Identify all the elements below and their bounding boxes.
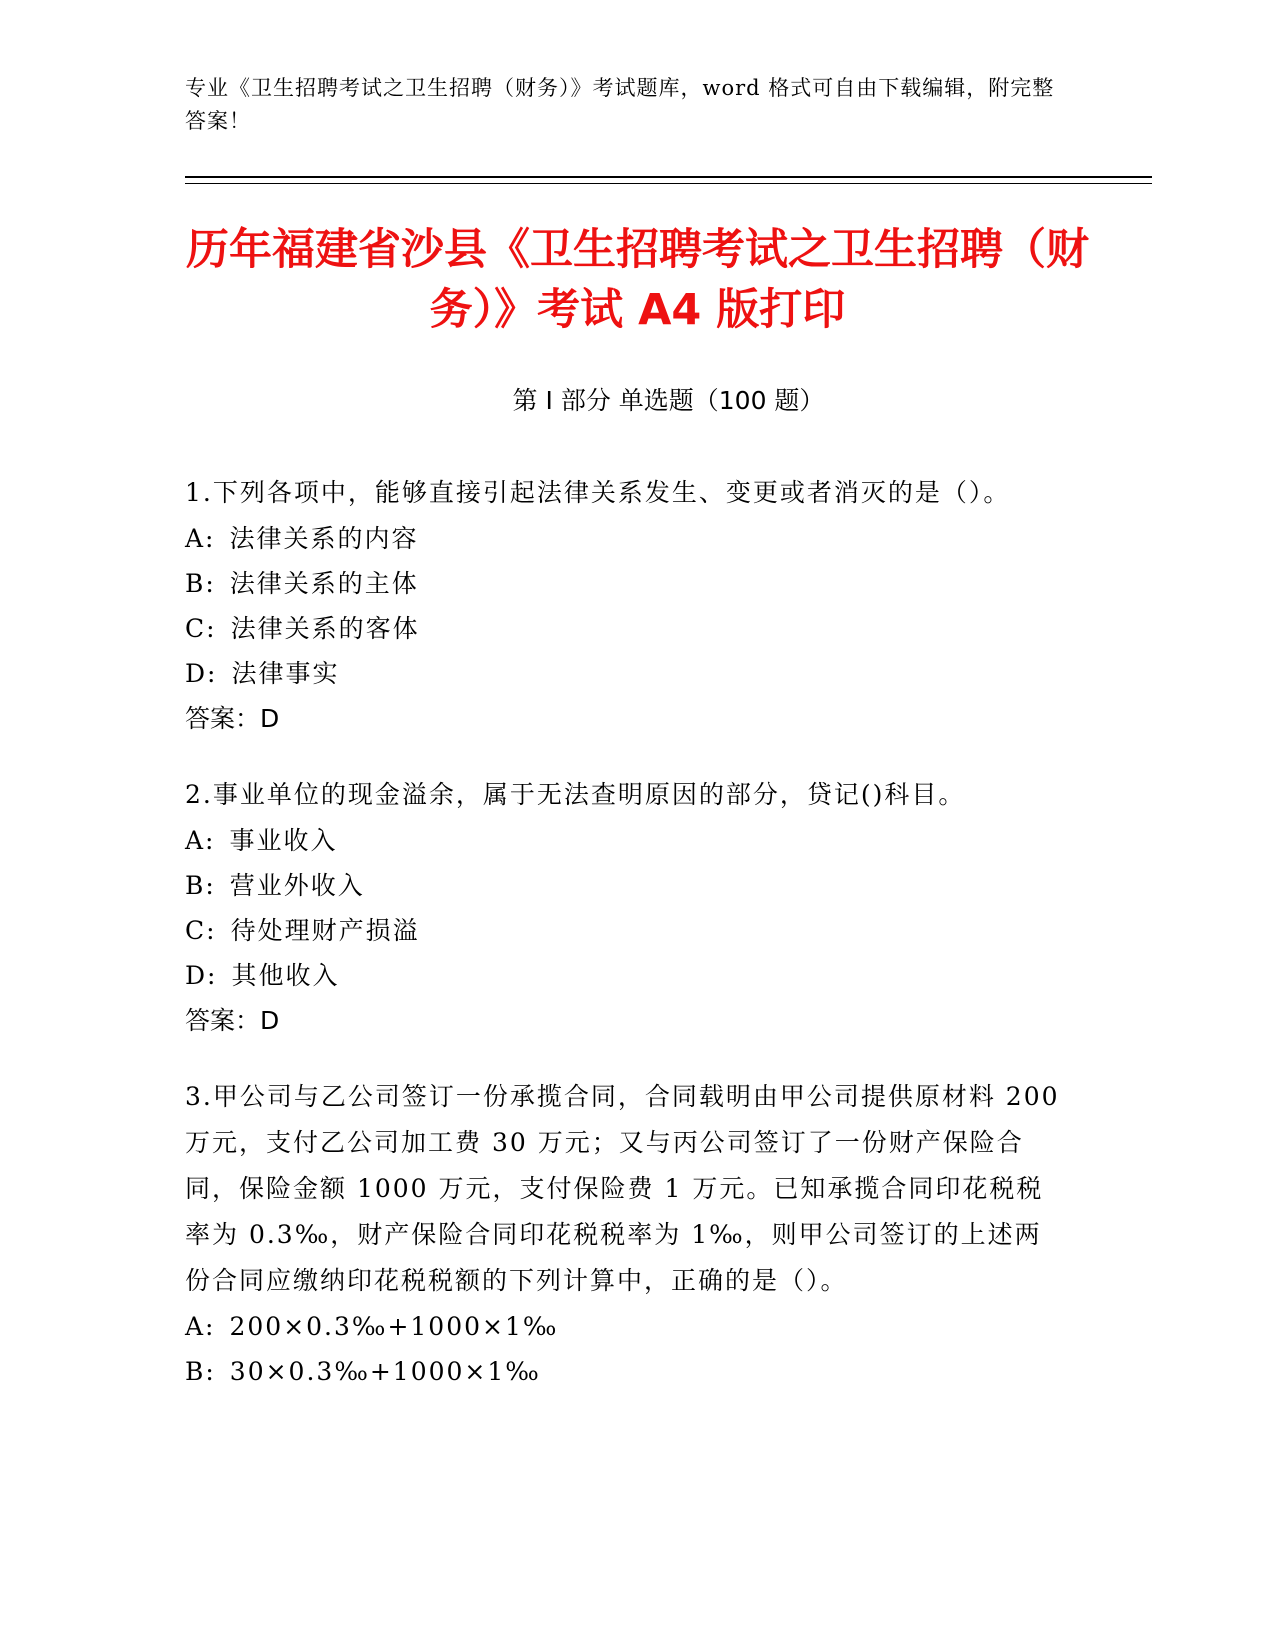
question-3: [185, 1074, 1065, 1394]
question-list: [185, 470, 1065, 1424]
option-a: [185, 516, 1065, 561]
option-label: B:: [185, 569, 216, 598]
option-label: C:: [185, 916, 217, 945]
option-label: C:: [185, 614, 217, 643]
option-label: A:: [185, 1312, 216, 1341]
document-title: 历年福建省沙县《卫生招聘考试之卫生招聘（财务）》考试 A4 版打印: [186, 225, 1089, 335]
option-text: 200×0.3‰+1000×1‰: [229, 1312, 559, 1341]
option-label: A:: [185, 524, 216, 553]
option-text: 事业收入: [229, 826, 338, 855]
option-text: 法律关系的客体: [230, 614, 420, 643]
option-b: [185, 1349, 1065, 1394]
header-note: 专业《卫生招聘考试之卫生招聘（财务）》考试题库，word 格式可自由下载编辑，附完整答案！: [185, 76, 1055, 133]
answer: 答案：D: [185, 704, 280, 733]
option-text: 待处理财产损溢: [230, 916, 420, 945]
option-a: [185, 1304, 1065, 1349]
option-c: [185, 908, 1065, 953]
option-b: [185, 561, 1065, 606]
answer: 答案：D: [185, 1006, 280, 1035]
question-text: 2.事业单位的现金溢余，属于无法查明原因的部分，贷记()科目。: [185, 780, 966, 809]
option-text: 营业外收入: [229, 871, 365, 900]
section-title: 第 I 部分 单选题（100 题）: [512, 386, 825, 415]
option-label: A:: [185, 826, 216, 855]
option-text: 法律关系的主体: [229, 569, 419, 598]
question-1: [185, 470, 1065, 742]
option-text: 其他收入: [231, 961, 340, 990]
option-text: 法律事实: [231, 659, 340, 688]
option-label: D:: [185, 961, 218, 990]
option-c: [185, 606, 1065, 651]
option-text: 30×0.3‰+1000×1‰: [229, 1357, 541, 1386]
header-rule-thick: [185, 176, 1152, 178]
question-2: [185, 772, 1065, 1044]
option-text: 法律关系的内容: [229, 524, 419, 553]
option-d: [185, 953, 1065, 998]
option-b: [185, 863, 1065, 908]
header-rule-thin: [185, 183, 1152, 184]
question-text: 3.甲公司与乙公司签订一份承揽合同，合同载明由甲公司提供原材料 200 万元，支付乙公司加工费 30 万元；又与丙公司签订了一份财产保险合同，保险金额 1000 万元，支付保险费 1 万元。已知承揽合同印花税税率为 0.3‰，财产保险合同印花税税率为 1‰，则甲公司签订的上述两份合同应缴纳印花税税额的下列计算中，正确的是（）。: [185, 1082, 1060, 1295]
option-a: [185, 818, 1065, 863]
option-label: B:: [185, 1357, 216, 1386]
option-label: B:: [185, 871, 216, 900]
option-d: [185, 651, 1065, 696]
option-label: D:: [185, 659, 218, 688]
question-text: 1.下列各项中，能够直接引起法律关系发生、变更或者消灭的是（）。: [185, 478, 1011, 507]
